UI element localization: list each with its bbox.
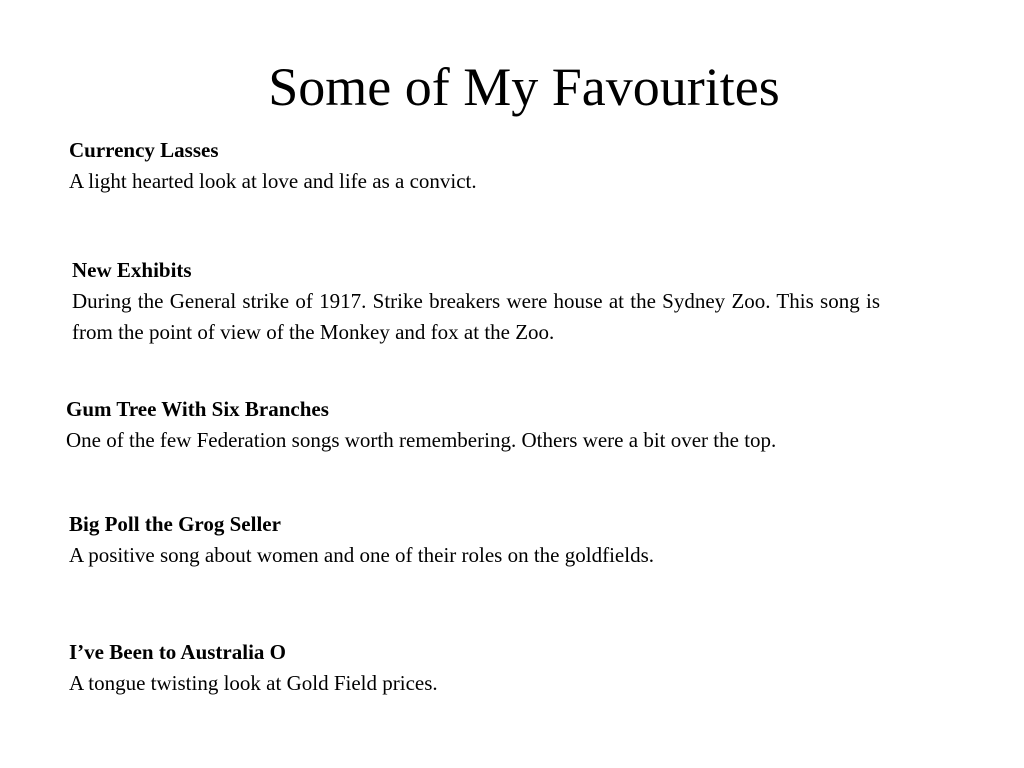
- song-description: One of the few Federation songs worth remembering. Others were a bit over the top.: [66, 428, 777, 452]
- song-description: A tongue twisting look at Gold Field prices.: [69, 671, 438, 695]
- song-title: Big Poll the Grog Seller: [69, 512, 281, 536]
- song-entry-new-exhibits: [72, 255, 880, 348]
- song-title: Gum Tree With Six Branches: [66, 397, 329, 421]
- song-description: A positive song about women and one of their roles on the goldfields.: [69, 543, 654, 567]
- song-entry-big-poll-the-grog-seller: [69, 509, 969, 571]
- song-description: During the General strike of 1917. Strike breakers were house at the Sydney Zoo. This song is from the point of view of the Monkey and fox at the Zoo.: [72, 289, 880, 344]
- song-title: Currency Lasses: [69, 138, 219, 162]
- song-entry-ive-been-to-australia-o: [69, 637, 969, 699]
- song-description: A light hearted look at love and life as a convict.: [69, 169, 477, 193]
- song-title: I’ve Been to Australia O: [69, 640, 286, 664]
- slide-title: Some of My Favourites: [268, 57, 780, 117]
- song-entry-currency-lasses: [69, 135, 969, 197]
- song-entry-gum-tree-with-six-branches: [66, 394, 1006, 456]
- song-title: New Exhibits: [72, 258, 192, 282]
